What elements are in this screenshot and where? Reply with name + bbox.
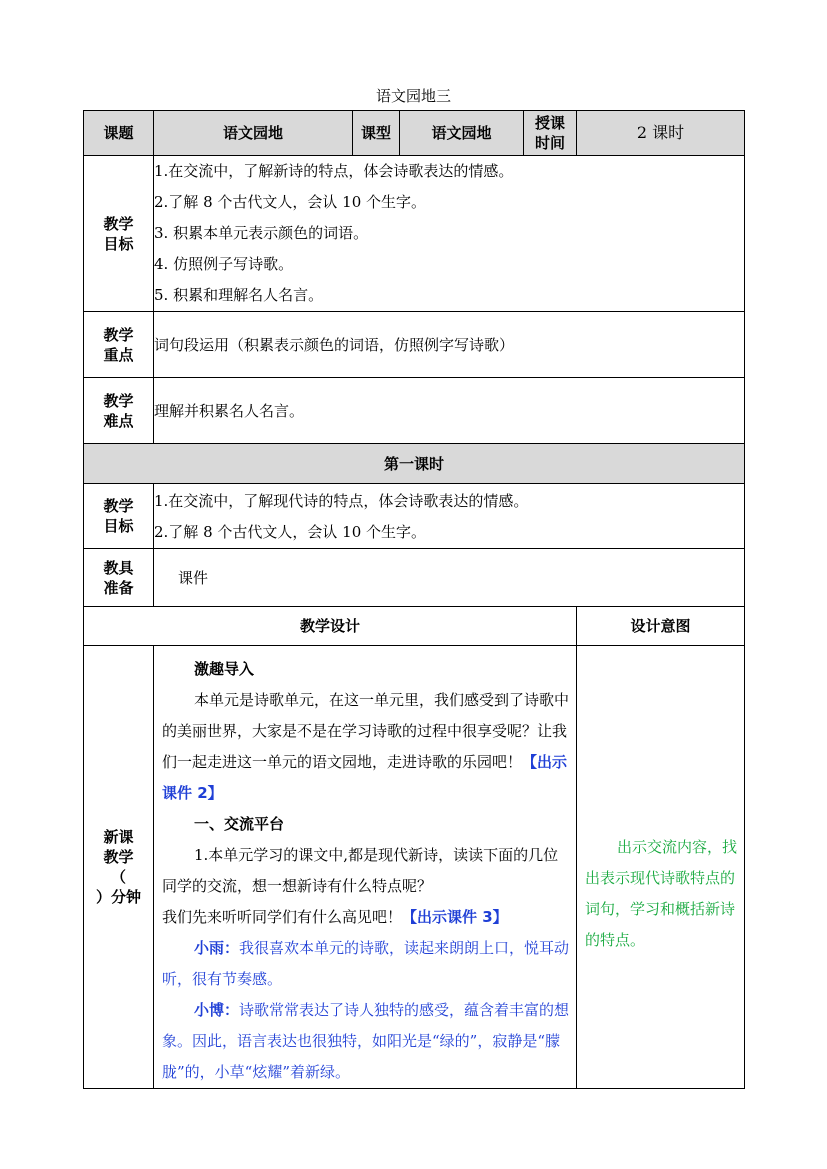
topic-value: 语文园地 [154,111,353,156]
lesson1-goal-item: 2.了解 8 个古代文人，会认 10 个生字。 [154,523,427,541]
label-topic: 课题 [84,111,154,156]
new-lesson-label-line3: （ [110,868,126,886]
header-row [84,111,745,156]
lesson1-goals-label-line2: 目标 [103,517,134,535]
goal-item: 2.了解 8 个古代文人，会认 10 个生字。 [154,193,427,211]
goal-item: 5. 积累和理解名人名言。 [154,286,324,304]
speaker1-name: 小雨： [194,939,240,957]
intent-text: 出示交流内容，找出表示现代诗歌特点的词句，学习和概括新诗的特点。 [585,838,738,949]
section1-courseware-tag: 【出示课件 3】 [402,908,508,926]
new-lesson-label [84,646,154,1089]
speaker1-paragraph [162,933,570,995]
goal-item: 4. 仿照例子写诗歌。 [154,255,294,273]
intro-text: 本单元是诗歌单元，在这一单元里，我们感受到了诗歌中的美丽世界，大家是不是在学习诗歌的过程中很享受呢？让我们一起走进这一单元的语文园地，走进诗歌的乐园吧！ [162,691,570,771]
new-lesson-label-line1: 新课 [103,828,134,846]
goals-label [84,156,154,312]
col-intent: 设计意图 [577,607,745,646]
goals-list [154,156,745,312]
section1-text: 1.本单元学习的课文中,都是现代新诗，读读下面的几位同学的交流，想一想新诗有什么特点呢？ [162,846,559,895]
design-content-row [84,646,745,1089]
goal-item: 3. 积累本单元表示颜色的词语。 [154,224,369,242]
design-content [154,646,577,1089]
time-value: 2 课时 [577,111,745,156]
lesson1-goal-item: 1.在交流中，了解现代诗的特点，体会诗歌表达的情感。 [154,492,529,510]
lesson1-goals-row [84,484,745,549]
section1-text2: 我们先来听听同学们有什么高见吧！ [162,908,403,926]
lesson1-goals-label-line1: 教学 [103,497,134,515]
key-points-label-line1: 教学 [103,325,134,344]
lesson-plan-table [83,110,745,1089]
section1-paragraph2 [162,902,570,933]
label-time [524,111,577,156]
speaker2-name: 小博： [194,1001,240,1019]
label-time-line1: 授课 [534,114,565,132]
lesson1-tools-label [84,549,154,607]
lesson1-tools-row [84,549,745,607]
goal-item: 1.在交流中，了解新诗的特点，体会诗歌表达的情感。 [154,162,514,180]
difficulties-label-line1: 教学 [103,391,134,410]
intro-title: 激趣导入 [194,660,255,678]
lesson1-tools-text: 课件 [154,549,745,607]
new-lesson-label-line2: 教学 [103,848,134,866]
design-intent [577,646,745,1089]
key-points-label [84,312,154,378]
lesson1-heading-row [84,444,745,484]
lesson1-goals-list [154,484,745,549]
intro-paragraph [162,685,570,809]
type-value: 语文园地 [400,111,524,156]
lesson1-tools-label-line1: 教具 [103,558,134,577]
design-header-row [84,607,745,646]
key-points-label-line2: 重点 [103,345,134,364]
intro-courseware-tag: 【出示课件 2】 [162,753,568,802]
col-design: 教学设计 [84,607,577,646]
lesson1-tools-label-line2: 准备 [103,578,134,597]
key-points-row [84,312,745,378]
goals-label-line2: 目标 [103,234,134,253]
label-time-line2: 时间 [534,134,565,152]
goals-label-line1: 教学 [103,214,134,233]
difficulties-text: 理解并积累名人名言。 [154,378,745,444]
new-lesson-label-line4: ）分钟 [95,888,141,906]
speaker2-text: 诗歌常常表达了诗人独特的感受，蕴含着丰富的想象。因此，语言表达也很独特，如阳光是“绿的”，寂静是“朦胧”的，小草“炫耀”着新绿。 [162,1001,570,1081]
lesson1-heading: 第一课时 [84,444,745,484]
speaker2-paragraph [162,995,570,1088]
section1-title: 一、交流平台 [194,815,285,833]
difficulties-label [84,378,154,444]
lesson1-goals-label [84,484,154,549]
goals-row [84,156,745,312]
difficulties-label-line2: 难点 [103,411,134,430]
difficulties-row [84,378,745,444]
label-type: 课型 [353,111,400,156]
speaker1-text: 我很喜欢本单元的诗歌，读起来朗朗上口，悦耳动听，很有节奏感。 [162,939,570,988]
document-title: 语文园地三 [375,87,451,105]
key-points-text: 词句段运用（积累表示颜色的词语，仿照例字写诗歌） [154,312,745,378]
